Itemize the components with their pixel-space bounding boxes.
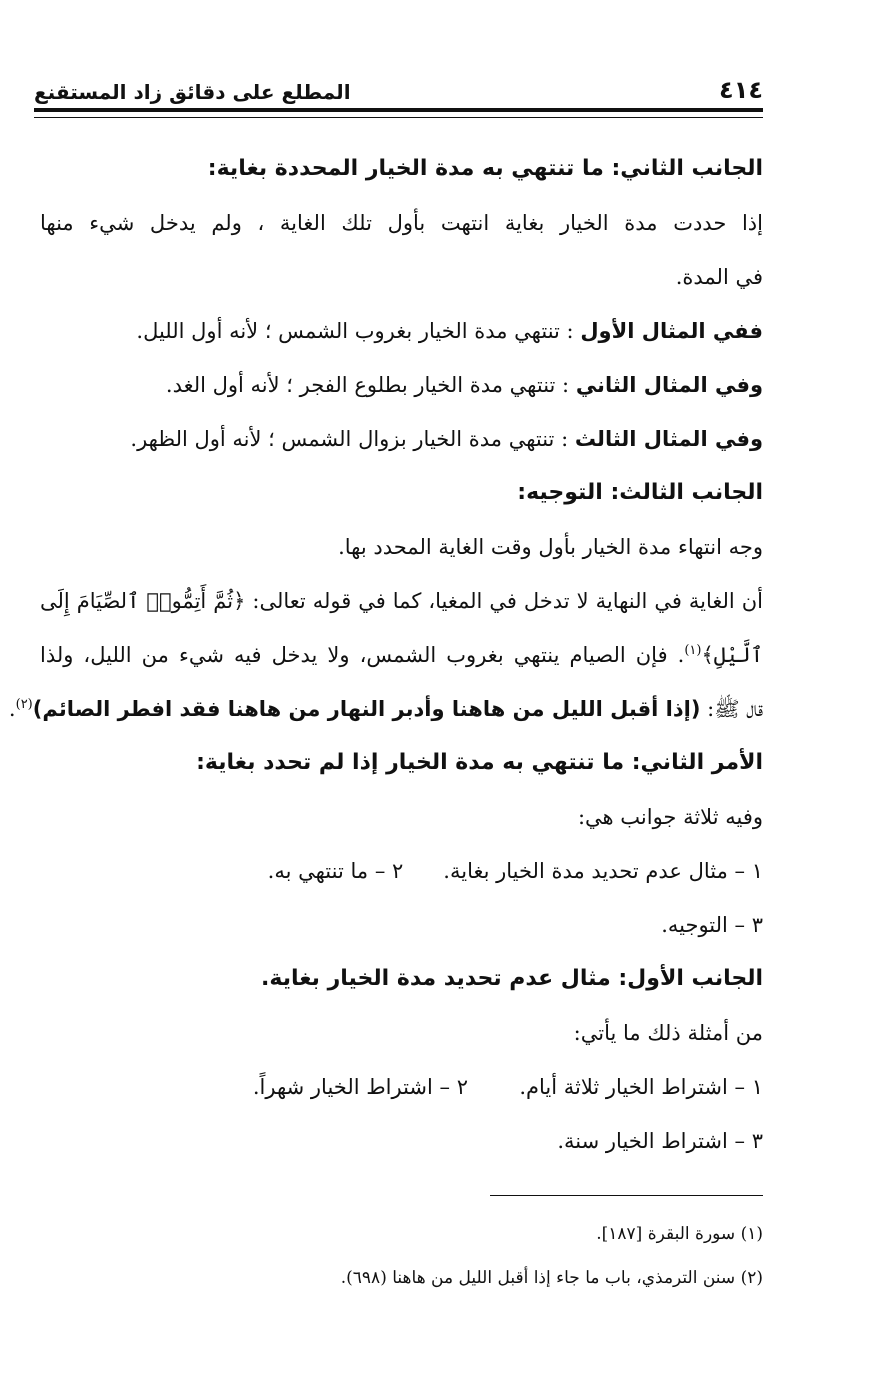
enum-item-6: ٣ – اشتراط الخيار سنة.: [557, 1129, 763, 1153]
enumeration-row-4: [40, 1114, 763, 1168]
section-heading-3: الأمر الثاني: ما تنتهي به مدة الخيار إذا لم تحدد بغاية:: [196, 750, 763, 775]
enumeration-row-2: [40, 898, 763, 952]
paragraph-3-line-3: [8, 682, 763, 736]
enumeration-row-1: [40, 844, 763, 898]
paragraph-3-line-2: [40, 628, 763, 682]
paragraph-1-line-1: إذا حددت مدة الخيار بغاية انتهت بأول تلك الغاية ، ولم يدخل شيء منها: [40, 211, 763, 235]
header-rule-thick: [34, 108, 763, 112]
footnote-ref-2: (٢): [15, 697, 33, 712]
example-1-lead: ففي المثال الأول: [580, 319, 763, 343]
enum-item-4: ١ – اشتراط الخيار ثلاثة أيام.: [519, 1075, 763, 1099]
paragraph-2: وجه انتهاء مدة الخيار بأول وقت الغاية المحدد بها.: [338, 535, 763, 559]
page-body: [8, 142, 763, 1168]
running-header: [34, 64, 763, 104]
paragraph-3-line-2-text: . فإن الصيام ينتهي بغروب الشمس، ولا يدخل فيه شيء من الليل، ولذا: [40, 643, 685, 667]
example-1: [40, 304, 763, 358]
hadith-text: (إذا أقبل الليل من هاهنا وأدبر النهار من هاهنا فقد افطر الصائم): [32, 697, 701, 721]
example-3-text: : تنتهي مدة الخيار بزوال الشمس ؛ لأنه أول الظهر.: [130, 427, 575, 451]
enum-item-2: ٢ – ما تنتهي به.: [267, 859, 404, 883]
footnotes: [40, 1212, 763, 1300]
paragraph-3-line-1: أن الغاية في النهاية لا تدخل في المغيا، كما في قوله تعالى: ﴿ثُمَّ أَتِمُّوا۟ ٱلصِّيَامَ إِلَى: [40, 589, 763, 613]
enumeration-row-3: [40, 1060, 763, 1114]
footnote-1: (١) سورة البقرة [١٨٧].: [596, 1224, 763, 1244]
enum-item-5: ٢ – اشتراط الخيار شهراً.: [252, 1075, 468, 1099]
footnote-ref-1: (١): [684, 643, 702, 658]
paragraph-4: وفيه ثلاثة جوانب هي:: [577, 805, 763, 829]
section-heading-1: الجانب الثاني: ما تنتهي به مدة الخيار المحددة بغاية:: [207, 156, 763, 181]
footnote-separator: [490, 1195, 763, 1196]
example-2: [40, 358, 763, 412]
footnote-2: (٢) سنن الترمذي، باب ما جاء إذا أقبل الليل من هاهنا (٦٩٨).: [340, 1268, 763, 1288]
paragraph-5: من أمثلة ذلك ما يأتي:: [573, 1021, 763, 1045]
example-3-lead: وفي المثال الثالث: [574, 427, 763, 451]
header-rule-thin: [34, 117, 763, 118]
example-1-text: : تنتهي مدة الخيار بغروب الشمس ؛ لأنه أول الليل.: [136, 319, 581, 343]
quran-verse-end: ٱلَّيْلِ﴾: [701, 643, 763, 667]
book-title: المطلع على دقائق زاد المستقنع: [34, 80, 351, 104]
page-number: ٤١٤: [719, 76, 763, 104]
example-3: [40, 412, 763, 466]
hadith-intro: قال ﷺ:: [700, 697, 763, 721]
section-heading-2: الجانب الثالث: التوجيه:: [517, 480, 763, 505]
hadith-period: .: [8, 697, 16, 721]
enum-item-3: ٣ – التوجيه.: [661, 913, 763, 937]
example-2-lead: وفي المثال الثاني: [575, 373, 763, 397]
paragraph-1-line-2: في المدة.: [675, 265, 763, 289]
section-heading-4: الجانب الأول: مثال عدم تحديد مدة الخيار بغاية.: [261, 966, 763, 991]
enum-item-1: ١ – مثال عدم تحديد مدة الخيار بغاية.: [443, 859, 763, 883]
example-2-text: : تنتهي مدة الخيار بطلوع الفجر ؛ لأنه أول الغد.: [165, 373, 576, 397]
